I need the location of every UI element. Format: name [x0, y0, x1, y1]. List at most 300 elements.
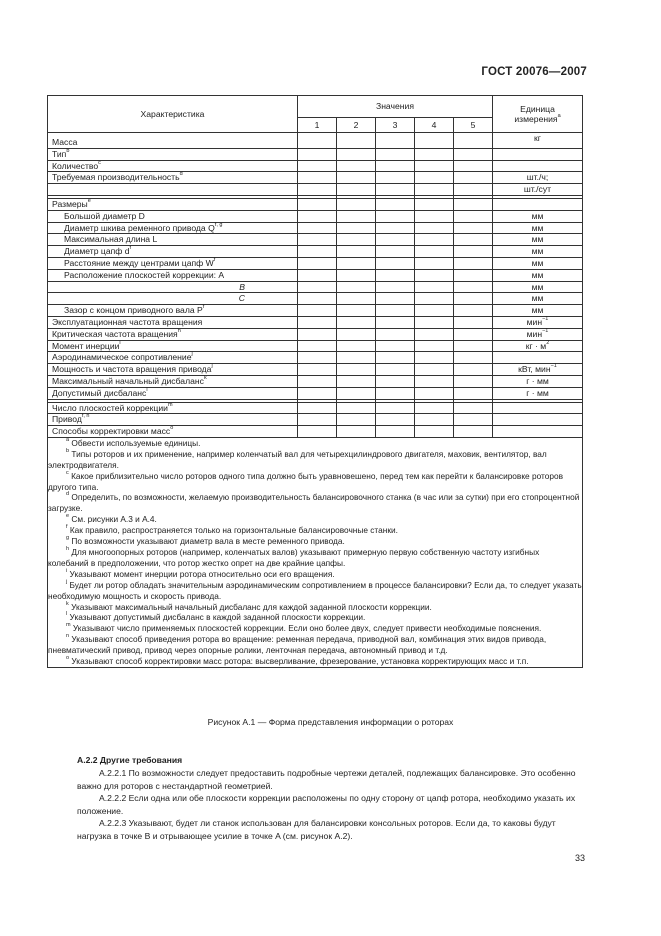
value-cell[interactable]: [298, 414, 337, 426]
row-unit: [493, 316, 583, 328]
value-cell[interactable]: [454, 293, 493, 305]
value-cell[interactable]: [376, 222, 415, 234]
footnote-key: c: [66, 469, 69, 476]
row-footnote-ref: f, n: [81, 413, 90, 420]
value-cell[interactable]: [298, 172, 337, 184]
row-unit: [493, 246, 583, 258]
value-cell[interactable]: [415, 269, 454, 281]
value-cell[interactable]: [337, 148, 376, 160]
unit-label: шт./ч;: [526, 172, 549, 183]
value-cell[interactable]: [376, 172, 415, 184]
row-label: Диаметр шкива ременного привода Q: [64, 222, 215, 233]
footnote: [48, 471, 582, 493]
row-characteristic: [48, 172, 298, 184]
value-cell[interactable]: [337, 352, 376, 364]
value-cell[interactable]: [298, 160, 337, 172]
value-cell[interactable]: [376, 340, 415, 352]
value-cell[interactable]: [415, 305, 454, 317]
row-characteristic: [48, 328, 298, 340]
page-number: 33: [574, 853, 585, 863]
value-cell[interactable]: [376, 414, 415, 426]
footnote-text: Указывают способ приведения ротора во вращение: ременная передача, приводной вал, комбинация этих видов привода, пневматический привод, привод через опорные ролики, ленточная передача, автономный привод и т.д.: [48, 634, 547, 656]
unit-label: мм: [531, 257, 544, 268]
value-cell[interactable]: [337, 234, 376, 246]
value-cell[interactable]: [415, 281, 454, 293]
footnote: [48, 536, 582, 547]
footnote-key: a: [66, 436, 70, 443]
value-cell[interactable]: [454, 269, 493, 281]
footnote-key: d: [66, 491, 70, 498]
value-cell[interactable]: [298, 426, 337, 438]
row-unit: [493, 305, 583, 317]
footnote: [48, 547, 582, 569]
value-cell[interactable]: [298, 133, 337, 149]
value-cell[interactable]: [415, 426, 454, 438]
table-row: [48, 234, 583, 246]
value-cell[interactable]: [454, 148, 493, 160]
footnote: [48, 580, 582, 602]
value-cell[interactable]: [415, 210, 454, 222]
unit-label: мм: [531, 305, 544, 316]
row-label: Большой диаметр D: [64, 210, 145, 221]
value-cell[interactable]: [337, 133, 376, 149]
value-cell[interactable]: [337, 269, 376, 281]
row-footnote-ref: i: [119, 339, 121, 346]
header-unit-label: измерения: [514, 114, 558, 124]
row-characteristic: [48, 414, 298, 426]
value-cell[interactable]: [298, 210, 337, 222]
value-cell[interactable]: [298, 198, 337, 210]
table-row: [48, 184, 583, 196]
value-cell[interactable]: [454, 340, 493, 352]
footnote-text: Типы роторов и их применение, например коленчатый вал для четырехцилиндрового двигателя, маховик, вентилятор, вал электродвигателя.: [48, 448, 547, 470]
value-cell[interactable]: [415, 352, 454, 364]
row-label: Максимальный начальный дисбаланс: [52, 375, 204, 386]
value-cell[interactable]: [415, 293, 454, 305]
value-cell[interactable]: [298, 222, 337, 234]
footnote-key: k: [66, 600, 69, 607]
value-cell[interactable]: [298, 234, 337, 246]
row-characteristic: [48, 316, 298, 328]
footnote-text: Как правило, распространяется только на горизонтальные балансировочные станки.: [69, 525, 398, 536]
header-values: Значения: [298, 96, 493, 118]
footnote-text: Определить, по возможности, желаемую производительность балансировочного станка (в час или за сутки) при его стопроцентной загрузке.: [48, 492, 580, 514]
value-cell[interactable]: [298, 328, 337, 340]
row-unit: [493, 352, 583, 364]
paragraph: А.2.2.3 Указывают, будет ли станок использован для балансировки консольных роторов. Если да, то каковы будут нагрузка в точке B и отрывающее усилие в точке A (см. рисунок А.2).: [77, 818, 556, 841]
row-label: Эксплуатационная частота вращения: [52, 316, 203, 327]
value-cell[interactable]: [376, 210, 415, 222]
value-cell[interactable]: [376, 257, 415, 269]
value-cell[interactable]: [454, 387, 493, 399]
unit-label: мм: [531, 281, 544, 292]
value-cell[interactable]: [415, 234, 454, 246]
standard-header: ГОСТ 20076—2007: [481, 66, 587, 78]
table-row: [48, 133, 583, 149]
row-unit: [493, 281, 583, 293]
table-row: [48, 305, 583, 317]
footnote-text: Какое приблизительно число роторов одного типа должно быть уравновешено, перед тем как перейти к балансировке роторов другого типа.: [48, 470, 563, 492]
footnote: [48, 492, 582, 514]
row-characteristic: [48, 364, 298, 376]
value-cell[interactable]: [454, 133, 493, 149]
row-label: Привод: [52, 414, 82, 425]
value-cell[interactable]: [454, 375, 493, 387]
value-cell[interactable]: [454, 184, 493, 196]
value-cell[interactable]: [376, 426, 415, 438]
row-footnote-ref: l: [146, 386, 148, 393]
row-characteristic: [48, 293, 298, 305]
row-characteristic: [48, 257, 298, 269]
row-label: C: [238, 293, 245, 304]
row-characteristic: [48, 281, 298, 293]
table-row: [48, 340, 583, 352]
footnote-key: m: [66, 622, 71, 629]
footnote-text: Указывают способ корректировки масс ротора: высверливание, фрезерование, установка корректирующих масс и т.п.: [71, 656, 529, 667]
row-label: Мощность и частота вращения привода: [52, 364, 212, 375]
value-cell[interactable]: [376, 133, 415, 149]
table-row: [48, 316, 583, 328]
row-characteristic: [48, 184, 298, 196]
row-characteristic: [48, 160, 298, 172]
row-characteristic: [48, 222, 298, 234]
row-footnote-ref: j: [211, 363, 213, 370]
unit-label: кВт, мин: [518, 364, 551, 375]
row-label: Размеры: [52, 198, 88, 209]
value-cell[interactable]: [454, 316, 493, 328]
table-row: [48, 246, 583, 258]
row-unit: [493, 160, 583, 172]
unit-sup: 2: [546, 339, 550, 346]
unit-label: мм: [531, 269, 544, 280]
value-cell[interactable]: [376, 316, 415, 328]
row-footnote-ref: f: [202, 304, 205, 311]
footnote: [48, 525, 582, 536]
value-cell[interactable]: [298, 281, 337, 293]
row-footnote-ref: c: [98, 159, 101, 166]
header-characteristic: Характеристика: [48, 96, 298, 133]
row-footnote-ref: h: [177, 327, 181, 334]
value-cell[interactable]: [376, 387, 415, 399]
footnote: [48, 623, 582, 634]
value-cell[interactable]: [376, 364, 415, 376]
value-cell[interactable]: [337, 160, 376, 172]
row-footnote-ref: f, g: [214, 221, 223, 228]
footnote-key: f: [66, 524, 68, 531]
row-unit: [493, 172, 583, 184]
unit-label: мм: [531, 222, 544, 233]
row-characteristic: [48, 426, 298, 438]
row-unit: [493, 426, 583, 438]
value-cell[interactable]: [298, 316, 337, 328]
value-cell[interactable]: [337, 222, 376, 234]
value-col-4: 4: [415, 117, 454, 132]
header-unit-line2: [493, 114, 582, 124]
value-cell[interactable]: [415, 328, 454, 340]
value-cell[interactable]: [337, 305, 376, 317]
footnote: [48, 612, 582, 623]
value-cell[interactable]: [415, 316, 454, 328]
value-cell[interactable]: [337, 402, 376, 414]
value-cell[interactable]: [415, 222, 454, 234]
value-cell[interactable]: [454, 414, 493, 426]
table-row: [48, 281, 583, 293]
row-label: Момент инерции: [52, 340, 120, 351]
value-cell[interactable]: [415, 198, 454, 210]
unit-label: кг: [534, 133, 541, 143]
value-cell[interactable]: [454, 160, 493, 172]
value-cell[interactable]: [337, 414, 376, 426]
value-cell[interactable]: [376, 293, 415, 305]
value-cell[interactable]: [454, 426, 493, 438]
row-characteristic: [48, 148, 298, 160]
row-footnote-ref: b: [66, 147, 70, 154]
row-label: Расположение плоскостей коррекции: A: [64, 269, 225, 280]
value-cell[interactable]: [337, 328, 376, 340]
value-cell[interactable]: [337, 246, 376, 258]
value-cell[interactable]: [337, 184, 376, 196]
value-cell[interactable]: [454, 172, 493, 184]
rotor-info-table: [47, 95, 583, 668]
value-cell[interactable]: [298, 269, 337, 281]
row-unit: [493, 328, 583, 340]
row-unit: [493, 184, 583, 196]
table-row: [48, 375, 583, 387]
row-footnote-ref: m: [167, 401, 173, 408]
value-cell[interactable]: [415, 340, 454, 352]
row-unit: [493, 210, 583, 222]
row-footnote-ref: f: [129, 245, 132, 252]
row-label: Масса: [52, 137, 78, 147]
table-row: [48, 328, 583, 340]
unit-label: мм: [531, 246, 544, 257]
value-cell[interactable]: [454, 352, 493, 364]
footnote: [48, 438, 582, 449]
row-label: Допустимый дисбаланс: [52, 387, 147, 398]
value-cell[interactable]: [415, 133, 454, 149]
row-footnote-ref: d: [179, 171, 183, 178]
value-cell[interactable]: [298, 148, 337, 160]
value-cell[interactable]: [415, 172, 454, 184]
footnote-text: По возможности указывают диаметр вала в месте ременного привода.: [71, 536, 345, 547]
footnote-text: Указывают число применяемых плоскостей коррекции. Если оно более двух, следует привести необходимые пояснения.: [72, 623, 542, 634]
row-unit: [493, 222, 583, 234]
unit-label: шт./сут: [523, 184, 552, 195]
row-characteristic: [48, 375, 298, 387]
value-cell[interactable]: [415, 257, 454, 269]
value-cell[interactable]: [376, 234, 415, 246]
row-footnote-ref: j: [191, 351, 193, 358]
value-cell[interactable]: [337, 210, 376, 222]
footnotes-row: [48, 437, 583, 667]
value-cell[interactable]: [454, 402, 493, 414]
footnote-key: i: [66, 567, 68, 574]
row-label: Расстояние между центрами цапф W: [64, 257, 214, 268]
value-cell[interactable]: [454, 198, 493, 210]
table-row: [48, 148, 583, 160]
value-cell[interactable]: [376, 402, 415, 414]
value-cell[interactable]: [376, 160, 415, 172]
value-cell[interactable]: [454, 281, 493, 293]
value-cell[interactable]: [415, 364, 454, 376]
value-cell[interactable]: [415, 246, 454, 258]
row-unit: [493, 148, 583, 160]
value-cell[interactable]: [376, 198, 415, 210]
value-cell[interactable]: [298, 352, 337, 364]
table-row: [48, 387, 583, 399]
paragraph: А.2.2.1 По возможности следует предоставить подробные чертежи деталей, подлежащих балансировке. Это особенно важно для роторов с нестандартной геометрией.: [77, 768, 576, 791]
row-unit: [493, 414, 583, 426]
value-cell[interactable]: [337, 293, 376, 305]
value-cell[interactable]: [337, 340, 376, 352]
value-cell[interactable]: [337, 281, 376, 293]
row-characteristic: [48, 246, 298, 258]
footnote-text: Для многоопорных роторов (например, коленчатых валов) указывают примерную первую собственную частоту изгибных колебаний в предположении, что ротор жестко опрет на две крайние цапфы.: [48, 546, 540, 568]
value-cell[interactable]: [376, 246, 415, 258]
value-cell[interactable]: [376, 269, 415, 281]
value-cell[interactable]: [415, 414, 454, 426]
table-row: [48, 198, 583, 210]
row-label: Тип: [52, 148, 67, 159]
footnote: [48, 514, 582, 525]
value-cell[interactable]: [415, 375, 454, 387]
section-body: [77, 767, 581, 843]
value-cell[interactable]: [454, 257, 493, 269]
value-cell[interactable]: [454, 305, 493, 317]
header-unit: [493, 96, 583, 133]
footnote: [48, 569, 582, 580]
value-col-2: 2: [337, 117, 376, 132]
unit-label: мин: [526, 316, 543, 327]
value-cell[interactable]: [454, 246, 493, 258]
footnote-text: Указывают момент инерции ротора относительно оси его вращения.: [69, 568, 335, 579]
row-footnote-ref: f: [213, 256, 216, 263]
value-cell[interactable]: [337, 364, 376, 376]
row-unit: [493, 269, 583, 281]
table-row: [48, 257, 583, 269]
row-label: Аэродинамическое сопротивление: [52, 352, 192, 363]
value-cell[interactable]: [376, 281, 415, 293]
value-cell[interactable]: [337, 426, 376, 438]
table-row: [48, 352, 583, 364]
value-cell[interactable]: [337, 387, 376, 399]
value-cell[interactable]: [298, 340, 337, 352]
footnote-key: e: [66, 513, 70, 520]
footnote-key: j: [66, 578, 68, 585]
value-cell[interactable]: [298, 246, 337, 258]
value-cell[interactable]: [454, 364, 493, 376]
row-unit: [493, 387, 583, 399]
value-cell[interactable]: [298, 364, 337, 376]
value-cell[interactable]: [337, 257, 376, 269]
row-label: Критическая частота вращения: [52, 328, 178, 339]
table-row: [48, 210, 583, 222]
row-label: Требуемая производительность: [52, 172, 180, 183]
value-cell[interactable]: [298, 387, 337, 399]
unit-label: мин: [526, 328, 543, 339]
row-characteristic: [48, 133, 298, 149]
paragraph: А.2.2.2 Если одна или обе плоскости коррекции расположены по одну сторону от цапф ротора, необходимо указать их положение.: [77, 793, 576, 816]
value-cell[interactable]: [454, 234, 493, 246]
footnotes: [48, 437, 583, 667]
row-unit: [493, 198, 583, 210]
value-cell[interactable]: [337, 375, 376, 387]
row-label: Способы корректировки масс: [52, 426, 171, 437]
footnote-key: h: [66, 545, 70, 552]
value-cell[interactable]: [298, 305, 337, 317]
table-row: [48, 160, 583, 172]
row-characteristic: [48, 269, 298, 281]
footnote-text: Указывают допустимый дисбаланс в каждой заданной плоскости коррекции.: [69, 612, 366, 623]
row-unit: [493, 133, 583, 149]
row-unit: [493, 257, 583, 269]
unit-label: кг · м: [525, 340, 547, 351]
row-footnote-ref: o: [170, 425, 174, 432]
value-cell[interactable]: [454, 222, 493, 234]
row-characteristic: [48, 352, 298, 364]
value-cell[interactable]: [454, 210, 493, 222]
value-cell[interactable]: [376, 375, 415, 387]
value-cell[interactable]: [454, 328, 493, 340]
footnote-key: g: [66, 535, 70, 542]
row-footnote-ref: e: [87, 197, 91, 204]
value-cell[interactable]: [376, 328, 415, 340]
table-header-row: [48, 96, 583, 118]
value-cell[interactable]: [376, 305, 415, 317]
value-cell[interactable]: [415, 184, 454, 196]
unit-sup: −1: [550, 363, 557, 370]
value-cell[interactable]: [298, 293, 337, 305]
value-cell[interactable]: [337, 172, 376, 184]
value-cell[interactable]: [376, 184, 415, 196]
row-characteristic: [48, 234, 298, 246]
value-cell[interactable]: [337, 316, 376, 328]
row-label: Число плоскостей коррекции: [52, 402, 168, 413]
row-unit: [493, 402, 583, 414]
value-cell[interactable]: [298, 402, 337, 414]
unit-label: г · мм: [526, 375, 549, 386]
value-cell[interactable]: [337, 198, 376, 210]
value-cell[interactable]: [415, 387, 454, 399]
value-cell[interactable]: [415, 148, 454, 160]
footnote-text: См. рисунки А.3 и А.4.: [71, 514, 157, 525]
row-label: Диаметр цапф d: [64, 246, 130, 257]
value-cell[interactable]: [298, 184, 337, 196]
footnote: [48, 449, 582, 471]
value-cell[interactable]: [376, 148, 415, 160]
footnote-key: n: [66, 633, 70, 640]
value-cell[interactable]: [376, 352, 415, 364]
table-row: [48, 269, 583, 281]
row-unit: [493, 234, 583, 246]
footnote: [48, 602, 582, 613]
value-cell[interactable]: [298, 375, 337, 387]
row-characteristic: [48, 198, 298, 210]
value-cell[interactable]: [298, 257, 337, 269]
value-cell[interactable]: [415, 160, 454, 172]
value-cell[interactable]: [415, 402, 454, 414]
value-col-5: 5: [454, 117, 493, 132]
row-unit: [493, 375, 583, 387]
header-unit-line1: Единица: [520, 104, 555, 114]
value-col-3: 3: [376, 117, 415, 132]
row-label: Максимальная длина L: [64, 234, 158, 245]
footnote-key: b: [66, 447, 70, 454]
table-row: [48, 222, 583, 234]
unit-label: мм: [531, 293, 544, 304]
figure-caption: Рисунок А.1 — Форма представления информации о роторах: [207, 717, 454, 727]
row-characteristic: [48, 402, 298, 414]
